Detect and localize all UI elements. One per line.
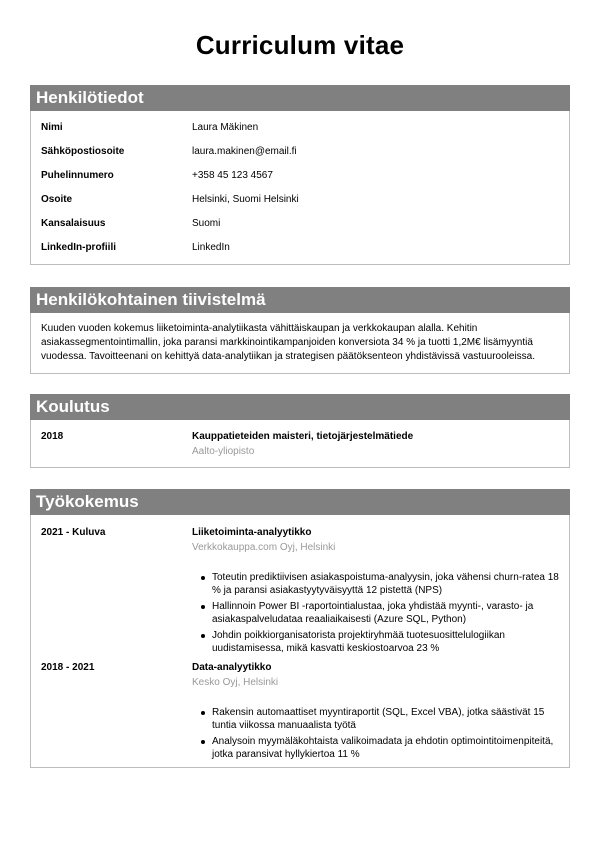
personal-info-table	[41, 122, 561, 266]
info-value: Laura Mäkinen	[192, 122, 259, 133]
info-row-phone	[41, 170, 561, 194]
entry-body	[192, 431, 562, 458]
entry-title: Kauppatieteiden maisteri, tietojärjestelmätiede	[192, 431, 414, 442]
entry-body	[192, 527, 562, 658]
section-heading: Työkokemus	[30, 489, 570, 515]
list-item: Analysoin myymäläkohtaista valikoimadata ja ehdotin optimointitoimenpiteitä, jotka paransivat hyllykiertoa 11 %	[192, 735, 562, 761]
section-heading: Henkilökohtainen tiivistelmä	[30, 287, 570, 313]
entry-org: Aalto-yliopisto	[192, 446, 255, 457]
section-education	[30, 394, 570, 468]
section-work-experience	[30, 489, 570, 768]
page-title: Curriculum vitae	[195, 30, 405, 60]
entry-org: Kesko Oyj, Helsinki	[192, 677, 279, 688]
info-label: Puhelinnumero	[41, 170, 114, 181]
info-row-name	[41, 122, 561, 146]
section-heading: Henkilötiedot	[30, 85, 570, 111]
info-label: Sähköpostiosoite	[41, 146, 125, 157]
entry-date: 2021 - Kuluva	[41, 527, 106, 538]
section-summary	[30, 287, 570, 374]
info-label: Nimi	[41, 122, 63, 133]
section-personal-info	[30, 85, 570, 265]
info-row-address	[41, 194, 561, 218]
entry-date: 2018 - 2021	[41, 662, 95, 673]
info-value: laura.makinen@email.fi	[192, 146, 297, 157]
info-row-linkedin	[41, 242, 561, 266]
info-label: Osoite	[41, 194, 73, 205]
entry-body	[192, 662, 562, 764]
bullet-list	[192, 571, 562, 655]
info-value: Helsinki, Suomi Helsinki	[192, 194, 299, 205]
summary-text: Kuuden vuoden kokemus liiketoiminta-analytiikasta vähittäiskaupan ja verkkokaupan alalla. Kehitin asiakassegmentointimallin, joka paransi markkinointikampanjoiden konversiota 34 % ja tuotti 1,2M€ lisämyyntiä vuodessa. Tavoitteenani on kehittyä data-analytiikan ja strategisen päätöksenteon yhdistävissä vastuurooleissa.	[41, 323, 536, 362]
info-value: Suomi	[192, 218, 221, 229]
entry-title: Data-analyytikko	[192, 662, 272, 673]
entry-org: Verkkokauppa.com Oyj, Helsinki	[192, 542, 336, 553]
list-item: Rakensin automaattiset myyntiraportit (SQL, Excel VBA), jotka säästivät 15 tuntia viikossa manuaalista työtä	[192, 706, 562, 732]
list-item: Toteutin prediktiivisen asiakaspoistuma-analyysin, joka vähensi churn-ratea 18 % ja paransi asiakastyytyväisyyttä 12 pistettä (NPS)	[192, 571, 562, 597]
info-row-email	[41, 146, 561, 170]
info-label: LinkedIn-profiili	[41, 242, 116, 253]
list-item: Hallinnoin Power BI -raportointialustaa, joka yhdistää myynti-, varasto- ja asiakaspalveludataa reaaliaikaisesti (Azure SQL, Python)	[192, 600, 562, 626]
entry-date: 2018	[41, 431, 64, 442]
info-value: LinkedIn	[192, 242, 230, 253]
entry-title: Liiketoiminta-analyytikko	[192, 527, 312, 538]
bullet-list	[192, 706, 562, 761]
info-value: +358 45 123 4567	[192, 170, 273, 181]
section-heading: Koulutus	[30, 394, 570, 420]
list-item: Johdin poikkiorganisatorista projektiryhmää tuotesuosittelulogiikan uudistamisessa, mikä kasvatti keskiostoarvoa 23 %	[192, 629, 562, 655]
info-row-nationality	[41, 218, 561, 242]
info-label: Kansalaisuus	[41, 218, 106, 229]
